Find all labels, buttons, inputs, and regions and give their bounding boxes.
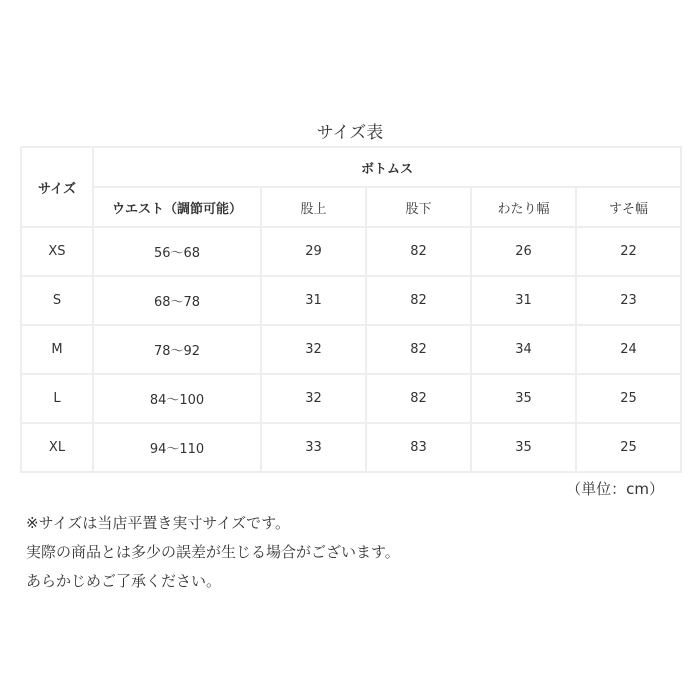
note-line: あらかじめご了承ください。 (26, 572, 222, 590)
hem-cell: 24 (576, 325, 681, 374)
waist-cell: 78～92 (93, 325, 261, 374)
column-header-waist: ウエスト（調節可能） (93, 187, 261, 227)
waist-cell: 94～110 (93, 423, 261, 472)
thigh-cell: 35 (471, 374, 576, 423)
thigh-cell: 31 (471, 276, 576, 325)
inseam-cell: 82 (366, 276, 471, 325)
thigh-cell: 35 (471, 423, 576, 472)
table-row (21, 325, 681, 374)
group-header-cell: ボトムス (93, 147, 681, 187)
column-header-rise: 股上 (261, 187, 366, 227)
note-line: 実際の商品とは多少の誤差が生じる場合がございます。 (26, 543, 400, 561)
hem-cell: 25 (576, 374, 681, 423)
column-header-thigh: わたり幅 (471, 187, 576, 227)
unit-label: （単位：cm） (566, 480, 664, 498)
thigh-cell: 34 (471, 325, 576, 374)
waist-cell: 84～100 (93, 374, 261, 423)
table-row (21, 227, 681, 276)
note-line: ※サイズは当店平置き実寸サイズです。 (26, 514, 290, 532)
size-cell: XS (21, 227, 93, 276)
table-row (21, 423, 681, 472)
hem-cell: 22 (576, 227, 681, 276)
table-row (21, 374, 681, 423)
rise-cell: 32 (261, 374, 366, 423)
rise-cell: 31 (261, 276, 366, 325)
size-cell: XL (21, 423, 93, 472)
column-header-row (21, 187, 681, 227)
inseam-cell: 82 (366, 325, 471, 374)
page-title: サイズ表 (316, 123, 384, 143)
rise-cell: 33 (261, 423, 366, 472)
waist-cell: 68～78 (93, 276, 261, 325)
table-header-row (21, 147, 681, 187)
inseam-cell: 83 (366, 423, 471, 472)
waist-cell: 56～68 (93, 227, 261, 276)
rise-cell: 32 (261, 325, 366, 374)
inseam-cell: 82 (366, 374, 471, 423)
hem-cell: 23 (576, 276, 681, 325)
hem-cell: 25 (576, 423, 681, 472)
rise-cell: 29 (261, 227, 366, 276)
column-header-hem: すそ幅 (576, 187, 681, 227)
size-cell: M (21, 325, 93, 374)
size-cell: S (21, 276, 93, 325)
size-cell: L (21, 374, 93, 423)
size-header-cell: サイズ (21, 147, 93, 227)
notes (26, 509, 400, 596)
inseam-cell: 82 (366, 227, 471, 276)
size-table (20, 146, 682, 473)
column-header-inseam: 股下 (366, 187, 471, 227)
table-row (21, 276, 681, 325)
thigh-cell: 26 (471, 227, 576, 276)
